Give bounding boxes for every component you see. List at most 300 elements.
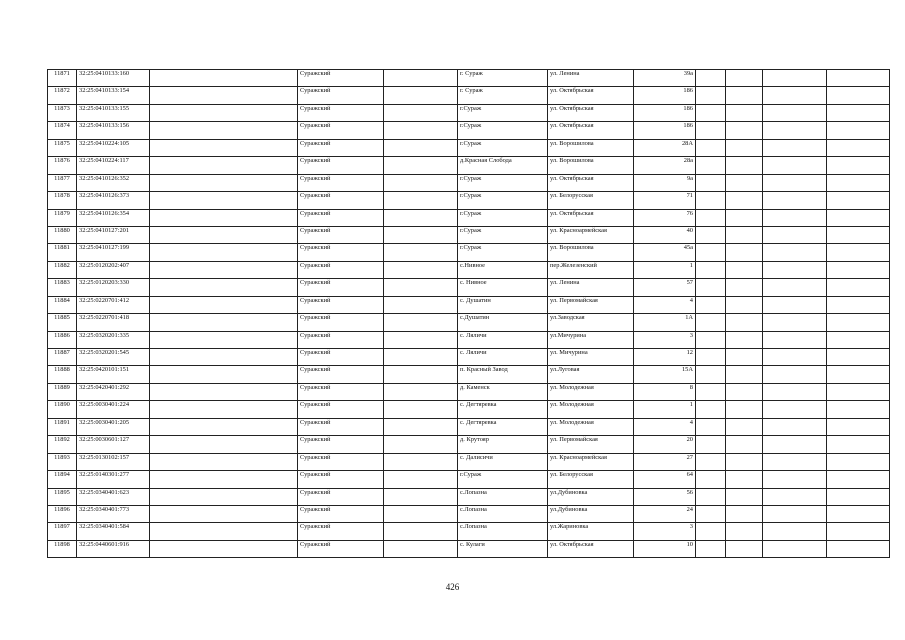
street-name: ул. Ворошилова [548, 244, 634, 261]
table-row [48, 366, 890, 383]
settlement-name: с. Ляличи [458, 349, 548, 366]
settlement-name: д. Крутояр [458, 436, 548, 453]
empty-cell [384, 383, 458, 400]
empty-cell [696, 523, 726, 540]
table-row [48, 279, 890, 296]
empty-cell [726, 157, 763, 174]
empty-cell [150, 331, 298, 348]
house-number: 8 [634, 383, 696, 400]
table-row [48, 349, 890, 366]
empty-cell [726, 436, 763, 453]
cadastral-number: 32:25:0420101:151 [77, 366, 150, 383]
row-number: 11886 [48, 331, 77, 348]
house-number: 3 [634, 523, 696, 540]
cadastral-number: 32:25:0120202:407 [77, 261, 150, 278]
cadastral-number: 32:25:0410133:156 [77, 122, 150, 139]
cadastral-number: 32:25:0320201:545 [77, 349, 150, 366]
row-number: 11872 [48, 87, 77, 104]
house-number: 56 [634, 488, 696, 505]
empty-cell [696, 471, 726, 488]
empty-cell [384, 296, 458, 313]
district-name: Суражский [298, 418, 384, 435]
empty-cell [384, 505, 458, 522]
district-name: Суражский [298, 209, 384, 226]
empty-cell [827, 261, 890, 278]
empty-cell [384, 244, 458, 261]
row-number: 11893 [48, 453, 77, 470]
empty-cell [384, 471, 458, 488]
empty-cell [696, 296, 726, 313]
empty-cell [726, 87, 763, 104]
empty-cell [696, 436, 726, 453]
empty-cell [696, 157, 726, 174]
empty-cell [726, 383, 763, 400]
table-row [48, 261, 890, 278]
cadastral-number: 32:25:0220701:412 [77, 296, 150, 313]
empty-cell [763, 139, 827, 156]
empty-cell [763, 122, 827, 139]
house-number: 27 [634, 453, 696, 470]
empty-cell [827, 296, 890, 313]
empty-cell [827, 488, 890, 505]
empty-cell [726, 488, 763, 505]
empty-cell [696, 174, 726, 191]
settlement-name: с.Лопазна [458, 523, 548, 540]
cadastral-number: 32:25:0340401:584 [77, 523, 150, 540]
row-number: 11887 [48, 349, 77, 366]
cadastral-number: 32:25:0410126:354 [77, 209, 150, 226]
house-number: 64 [634, 471, 696, 488]
row-number: 11898 [48, 540, 77, 557]
empty-cell [763, 383, 827, 400]
cadastral-number: 32:25:0410133:155 [77, 104, 150, 121]
district-name: Суражский [298, 70, 384, 87]
empty-cell [696, 87, 726, 104]
empty-cell [384, 488, 458, 505]
empty-cell [384, 192, 458, 209]
empty-cell [763, 540, 827, 557]
table-row [48, 401, 890, 418]
empty-cell [763, 244, 827, 261]
house-number: 20 [634, 436, 696, 453]
empty-cell [384, 70, 458, 87]
table-row [48, 383, 890, 400]
settlement-name: с. Нивное [458, 279, 548, 296]
row-number: 11896 [48, 505, 77, 522]
district-name: Суражский [298, 279, 384, 296]
empty-cell [150, 174, 298, 191]
empty-cell [726, 104, 763, 121]
empty-cell [696, 139, 726, 156]
empty-cell [696, 261, 726, 278]
empty-cell [150, 488, 298, 505]
empty-cell [150, 209, 298, 226]
empty-cell [696, 279, 726, 296]
house-number: 9а [634, 174, 696, 191]
street-name: ул. Белорусская [548, 471, 634, 488]
empty-cell [827, 157, 890, 174]
house-number: 76 [634, 209, 696, 226]
house-number: 45а [634, 244, 696, 261]
empty-cell [384, 279, 458, 296]
empty-cell [827, 192, 890, 209]
settlement-name: г.Сураж [458, 244, 548, 261]
row-number: 11894 [48, 471, 77, 488]
house-number: 4 [634, 418, 696, 435]
settlement-name: г. Сураж [458, 70, 548, 87]
district-name: Суражский [298, 401, 384, 418]
row-number: 11881 [48, 244, 77, 261]
empty-cell [696, 383, 726, 400]
empty-cell [827, 436, 890, 453]
house-number: 71 [634, 192, 696, 209]
empty-cell [150, 418, 298, 435]
empty-cell [763, 157, 827, 174]
house-number: 24 [634, 505, 696, 522]
cadastral-number: 32:25:0410133:154 [77, 87, 150, 104]
table-row [48, 471, 890, 488]
row-number: 11892 [48, 436, 77, 453]
empty-cell [696, 244, 726, 261]
row-number: 11880 [48, 226, 77, 243]
empty-cell [696, 453, 726, 470]
settlement-name: г.Сураж [458, 226, 548, 243]
empty-cell [150, 314, 298, 331]
street-name: ул. Красноармейская [548, 453, 634, 470]
empty-cell [726, 122, 763, 139]
empty-cell [726, 279, 763, 296]
cadastral-number: 32:25:0030401:205 [77, 418, 150, 435]
row-number: 11891 [48, 418, 77, 435]
cadastral-number: 32:25:0030401:224 [77, 401, 150, 418]
district-name: Суражский [298, 540, 384, 557]
street-name: ул. Красноармейская [548, 226, 634, 243]
cadastral-number: 32:25:0340401:773 [77, 505, 150, 522]
empty-cell [763, 471, 827, 488]
settlement-name: г.Сураж [458, 122, 548, 139]
empty-cell [726, 261, 763, 278]
settlement-name: г.Сураж [458, 174, 548, 191]
empty-cell [384, 418, 458, 435]
settlement-name: с.Лопазна [458, 505, 548, 522]
empty-cell [696, 366, 726, 383]
empty-cell [726, 244, 763, 261]
empty-cell [827, 418, 890, 435]
empty-cell [150, 70, 298, 87]
row-number: 11877 [48, 174, 77, 191]
empty-cell [696, 192, 726, 209]
empty-cell [827, 122, 890, 139]
empty-cell [696, 314, 726, 331]
settlement-name: г. Сураж [458, 87, 548, 104]
settlement-name: с.Душатин [458, 314, 548, 331]
street-name: ул. Октябрьская [548, 540, 634, 557]
district-name: Суражский [298, 226, 384, 243]
district-name: Суражский [298, 261, 384, 278]
empty-cell [763, 523, 827, 540]
empty-cell [726, 70, 763, 87]
empty-cell [827, 209, 890, 226]
cadastral-number: 32:25:0410126:352 [77, 174, 150, 191]
empty-cell [827, 366, 890, 383]
district-name: Суражский [298, 139, 384, 156]
empty-cell [827, 87, 890, 104]
district-name: Суражский [298, 174, 384, 191]
empty-cell [150, 296, 298, 313]
empty-cell [150, 244, 298, 261]
row-number: 11873 [48, 104, 77, 121]
settlement-name: с. Кулаги [458, 540, 548, 557]
row-number: 11871 [48, 70, 77, 87]
empty-cell [150, 366, 298, 383]
district-name: Суражский [298, 104, 384, 121]
house-number: 186 [634, 122, 696, 139]
empty-cell [763, 418, 827, 435]
empty-cell [150, 349, 298, 366]
empty-cell [726, 349, 763, 366]
empty-cell [726, 505, 763, 522]
street-name: ул. Ворошилова [548, 139, 634, 156]
empty-cell [384, 523, 458, 540]
empty-cell [827, 383, 890, 400]
empty-cell [384, 122, 458, 139]
row-number: 11897 [48, 523, 77, 540]
table-row [48, 418, 890, 435]
house-number: 3 [634, 331, 696, 348]
empty-cell [827, 349, 890, 366]
house-number: 40 [634, 226, 696, 243]
empty-cell [726, 418, 763, 435]
settlement-name: п. Красный Завод [458, 366, 548, 383]
empty-cell [150, 122, 298, 139]
district-name: Суражский [298, 244, 384, 261]
empty-cell [763, 192, 827, 209]
empty-cell [384, 436, 458, 453]
table-row [48, 523, 890, 540]
row-number: 11879 [48, 209, 77, 226]
empty-cell [384, 366, 458, 383]
empty-cell [384, 104, 458, 121]
empty-cell [827, 139, 890, 156]
table-row [48, 192, 890, 209]
empty-cell [150, 540, 298, 557]
settlement-name: с. Ляличи [458, 331, 548, 348]
street-name: ул. Октябрьская [548, 104, 634, 121]
empty-cell [726, 209, 763, 226]
table-row [48, 244, 890, 261]
house-number: 39а [634, 70, 696, 87]
district-name: Суражский [298, 383, 384, 400]
cadastral-number: 32:25:0410127:201 [77, 226, 150, 243]
settlement-name: г.Сураж [458, 192, 548, 209]
empty-cell [827, 540, 890, 557]
empty-cell [763, 366, 827, 383]
empty-cell [827, 226, 890, 243]
empty-cell [763, 87, 827, 104]
settlement-name: г.Сураж [458, 139, 548, 156]
row-number: 11895 [48, 488, 77, 505]
empty-cell [150, 471, 298, 488]
cadastral-number: 32:25:0120203:330 [77, 279, 150, 296]
district-name: Суражский [298, 523, 384, 540]
empty-cell [827, 505, 890, 522]
empty-cell [696, 401, 726, 418]
house-number: 57 [634, 279, 696, 296]
district-name: Суражский [298, 122, 384, 139]
empty-cell [726, 523, 763, 540]
table-row [48, 174, 890, 191]
empty-cell [384, 349, 458, 366]
settlement-name: г.Сураж [458, 104, 548, 121]
empty-cell [696, 488, 726, 505]
district-name: Суражский [298, 366, 384, 383]
district-name: Суражский [298, 349, 384, 366]
table-row [48, 209, 890, 226]
district-name: Суражский [298, 471, 384, 488]
street-name: ул. Октябрьская [548, 209, 634, 226]
empty-cell [763, 226, 827, 243]
empty-cell [827, 174, 890, 191]
district-name: Суражский [298, 192, 384, 209]
house-number: 12 [634, 349, 696, 366]
empty-cell [696, 122, 726, 139]
house-number: 1 [634, 401, 696, 418]
district-name: Суражский [298, 453, 384, 470]
row-number: 11878 [48, 192, 77, 209]
house-number: 186 [634, 87, 696, 104]
empty-cell [827, 331, 890, 348]
house-number: 15А [634, 366, 696, 383]
row-number: 11885 [48, 314, 77, 331]
street-name: ул.Дубиновка [548, 488, 634, 505]
table-row [48, 540, 890, 557]
empty-cell [384, 314, 458, 331]
settlement-name: г.Сураж [458, 209, 548, 226]
table-row [48, 226, 890, 243]
house-number: 1А [634, 314, 696, 331]
empty-cell [696, 70, 726, 87]
settlement-name: с.Нивное [458, 261, 548, 278]
row-number: 11888 [48, 366, 77, 383]
cadastral-number: 32:25:0440601:916 [77, 540, 150, 557]
district-name: Суражский [298, 157, 384, 174]
empty-cell [150, 226, 298, 243]
empty-cell [827, 453, 890, 470]
row-number: 11882 [48, 261, 77, 278]
empty-cell [763, 279, 827, 296]
empty-cell [827, 244, 890, 261]
house-number: 4 [634, 296, 696, 313]
empty-cell [763, 331, 827, 348]
row-number: 11889 [48, 383, 77, 400]
district-name: Суражский [298, 505, 384, 522]
empty-cell [763, 70, 827, 87]
settlement-name: с.Лопазна [458, 488, 548, 505]
empty-cell [696, 331, 726, 348]
empty-cell [384, 139, 458, 156]
empty-cell [150, 157, 298, 174]
street-name: ул. Октябрьская [548, 174, 634, 191]
street-name: ул.Дубиновка [548, 505, 634, 522]
empty-cell [150, 261, 298, 278]
empty-cell [763, 104, 827, 121]
table-row [48, 139, 890, 156]
settlement-name: с. Душатин [458, 296, 548, 313]
house-number: 28А [634, 139, 696, 156]
settlement-name: д.Красная Слобода [458, 157, 548, 174]
table-row [48, 488, 890, 505]
cadastral-number: 32:25:0130102:157 [77, 453, 150, 470]
empty-cell [726, 139, 763, 156]
street-name: ул. Ленина [548, 279, 634, 296]
empty-cell [150, 523, 298, 540]
row-number: 11883 [48, 279, 77, 296]
empty-cell [827, 401, 890, 418]
empty-cell [696, 418, 726, 435]
settlement-name: с. Далисичи [458, 453, 548, 470]
empty-cell [384, 209, 458, 226]
row-number: 11876 [48, 157, 77, 174]
empty-cell [827, 471, 890, 488]
cadastral-number: 32:25:0030601:127 [77, 436, 150, 453]
district-name: Суражский [298, 296, 384, 313]
street-name: ул. Первомайская [548, 436, 634, 453]
empty-cell [150, 279, 298, 296]
empty-cell [150, 401, 298, 418]
street-name: ул. Молодежная [548, 418, 634, 435]
cadastral-number: 32:25:0420401:292 [77, 383, 150, 400]
empty-cell [763, 505, 827, 522]
empty-cell [150, 383, 298, 400]
empty-cell [150, 87, 298, 104]
empty-cell [696, 540, 726, 557]
cadastral-number: 32:25:0220701:418 [77, 314, 150, 331]
empty-cell [763, 453, 827, 470]
empty-cell [696, 226, 726, 243]
empty-cell [763, 296, 827, 313]
street-name: ул. Первомайская [548, 296, 634, 313]
empty-cell [827, 523, 890, 540]
street-name: ул. Молодежная [548, 401, 634, 418]
empty-cell [150, 436, 298, 453]
empty-cell [726, 314, 763, 331]
registry-table [47, 69, 890, 558]
empty-cell [726, 192, 763, 209]
table-row [48, 87, 890, 104]
house-number: 28а [634, 157, 696, 174]
empty-cell [726, 366, 763, 383]
empty-cell [384, 261, 458, 278]
empty-cell [384, 157, 458, 174]
table-row [48, 314, 890, 331]
table-row [48, 70, 890, 87]
empty-cell [384, 540, 458, 557]
empty-cell [726, 453, 763, 470]
cadastral-number: 32:25:0140301:277 [77, 471, 150, 488]
street-name: ул.Луговая [548, 366, 634, 383]
house-number: 186 [634, 104, 696, 121]
cadastral-number: 32:25:0410224:105 [77, 139, 150, 156]
empty-cell [726, 174, 763, 191]
table-row [48, 505, 890, 522]
cadastral-number: 32:25:0410224:117 [77, 157, 150, 174]
table-row [48, 331, 890, 348]
street-name: ул. Молодежная [548, 383, 634, 400]
cadastral-number: 32:25:0410127:199 [77, 244, 150, 261]
row-number: 11884 [48, 296, 77, 313]
table-row [48, 157, 890, 174]
cadastral-number: 32:25:0320201:335 [77, 331, 150, 348]
